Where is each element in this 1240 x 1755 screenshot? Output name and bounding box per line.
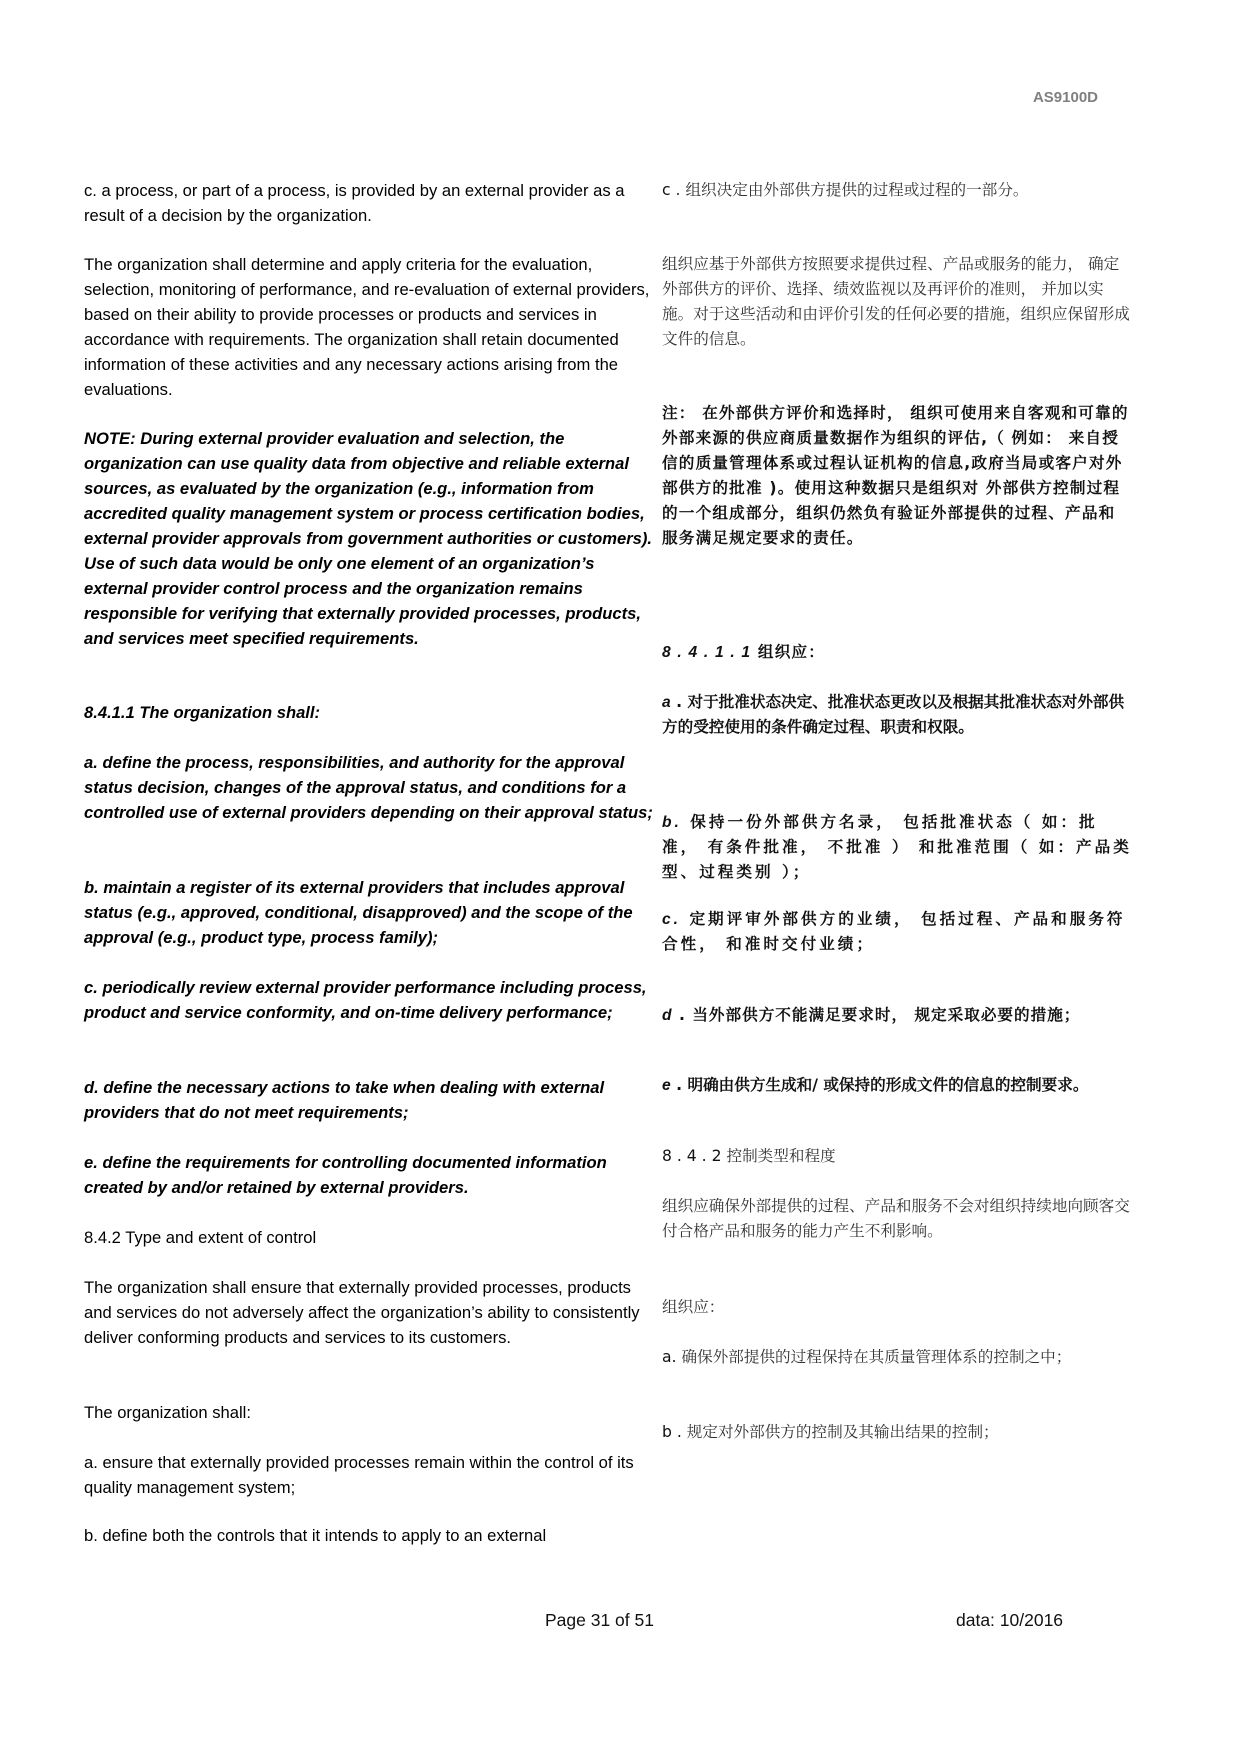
en-clause-8411-item-e: e. define the requirements for controlling documented information created by and/or retained by external providers. <box>84 1153 607 1197</box>
en-clause-842-paragraph: The organization shall ensure that externally provided processes, products and services do not adversely affect the organization’s ability to consistently deliver conforming products and services to its customers. <box>84 1278 640 1347</box>
zh-clause-8411-number: 8 . 4 . 1 . 1 <box>662 644 752 661</box>
zh-842-item-b-text: 规定对外部供方的控制及其输出结果的控制； <box>681 1423 999 1441</box>
document-code: AS9100D <box>1032 89 1098 106</box>
zh-item-d-mark: d <box>662 1007 673 1024</box>
zh-clause-842-heading <box>662 1144 1132 1169</box>
zh-item-c-mark: c <box>662 181 671 199</box>
zh-clause-842-item-a <box>662 1345 1112 1370</box>
en-clause-842-item-a: a. ensure that externally provided processes remain within the control of its quality management system; <box>84 1453 634 1497</box>
zh-842-item-b-mark: b . <box>662 1423 682 1441</box>
zh-criteria-paragraph: 组织应基于外部供方按照要求提供过程、产品或服务的能力， 确定外部供方的评价、选择、绩效监视以及再评价的准则， 并加以实施。对于这些活动和由评价引发的任何必要的措施，组织应保留形成文件的信息。 <box>662 255 1130 348</box>
en-note: NOTE: During external provider evaluation and selection, the organization can use quality data from objective and reliable external sources, as evaluated by the organization (e.g., information from accredited quality management system or process certification bodies, external provider approvals from government authorities or customers). Use of such data would be only one element of an organization’s external provider control process and the organization remains responsible for verifying that externally provided processes, products, and services meet specified requirements. <box>84 429 653 648</box>
en-clause-8411-item-a: a. define the process, responsibilities, and authority for the approval status decision, changes of the approval status, and conditions for a controlled use of external providers depending on their approval status; <box>84 753 653 822</box>
en-clause-8411-item-c: c. periodically review external provider performance including process, product and service conformity, and on-time delivery performance; <box>84 978 647 1022</box>
zh-clause-842-paragraph: 组织应确保外部提供的过程、产品和服务不会对组织持续地向顾客交付合格产品和服务的能力产生不利影响。 <box>662 1197 1130 1240</box>
zh-item-d-text: . 当外部供方不能满足要求时， 规定采取必要的措施； <box>672 1006 1081 1024</box>
zh-item-c-text: . 组织决定由外部供方提供的过程或过程的一部分。 <box>670 181 1029 199</box>
zh-clause-8411-item-a <box>662 690 1132 740</box>
en-clause-8411-item-b: b. maintain a register of its external providers that includes approval status (e.g., approved, conditional, disapproved) and the scope of the approval (e.g., product type, process family); <box>84 878 633 947</box>
zh-item-e-text: . 明确由供方生成和/ 或保持的形成文件的信息的控制要求。 <box>670 1076 1089 1094</box>
en-clause-842-item-b: b. define both the controls that it intends to apply to an external <box>84 1526 547 1545</box>
en-clause-842-heading: 8.4.2 Type and extent of control <box>84 1228 317 1247</box>
en-item-c-intro: c. a process, or part of a process, is provided by an external provider as a result of a decision by the organization. <box>84 181 625 225</box>
zh-842-item-a-mark: a. <box>662 1348 677 1366</box>
en-clause-842-shall: The organization shall: <box>84 1403 251 1422</box>
zh-clause-8411-item-d <box>662 1003 1132 1028</box>
zh-clause-8411-title: 组织应： <box>751 643 826 661</box>
en-criteria-paragraph: The organization shall determine and apply criteria for the evaluation, selection, monitoring of performance, and re-evaluation of external providers, based on their ability to provide processes or products and services in accordance with requirements. The organization shall retain documented information of these activities and any necessary actions arising from the evaluations. <box>84 255 650 399</box>
zh-item-a-mark: a <box>662 694 671 711</box>
zh-clause-842-item-b <box>662 1420 1132 1445</box>
zh-clause-8411-item-e <box>662 1073 1132 1098</box>
page-number: Page 31 of 51 <box>545 1610 654 1630</box>
zh-clause-8411-item-c <box>662 907 1132 957</box>
en-clause-8411-heading: 8.4.1.1 The organization shall: <box>84 703 321 722</box>
zh-item-c2-text: 定期评审外部供方的业绩， 包括过程、产品和服务符合性， 和准时交付业绩； <box>662 910 1126 953</box>
zh-item-b-text: 保持一份外部供方名录， 包括批准状态（ 如：批准， 有条件批准， 不批准 ） 和批准范围（ 如：产品类型、过程类别 ）； <box>662 813 1132 881</box>
zh-item-c2-mark: c. <box>662 911 682 928</box>
zh-clause-8411-item-b <box>662 810 1132 885</box>
document-date: data: 10/2016 <box>956 1610 1064 1630</box>
zh-item-a-text: . 对于批准状态决定、批准状态更改以及根据其批准状态对外部供方的受控使用的条件确定过程、职责和权限。 <box>662 693 1125 736</box>
zh-item-c-intro <box>662 178 1052 203</box>
zh-item-e-mark: e <box>662 1077 671 1094</box>
zh-note: 注： 在外部供方评价和选择时， 组织可使用来自客观和可靠的外部来源的供应商质量数据作为组织的评估,（ 例如： 来自授信的质量管理体系或过程认证机构的信息,政府当局或客户对外部供方的批准 )。使用这种数据只是组织对 外部供方控制过程的一个组成部分，组织仍然负有验证外部提供的过程、产品和服务满足规定要求的责任。 <box>662 404 1129 547</box>
zh-clause-842-shall: 组织应： <box>662 1298 725 1316</box>
zh-item-b-mark: b. <box>662 814 682 831</box>
zh-clause-842-title: 控制类型和程度 <box>721 1147 836 1165</box>
zh-842-item-a-text: 确保外部提供的过程保持在其质量管理体系的控制之中； <box>676 1348 1072 1366</box>
en-clause-8411-item-d: d. define the necessary actions to take when dealing with external providers that do not meet requirements; <box>84 1078 605 1122</box>
zh-clause-8411-heading <box>662 640 1132 665</box>
zh-clause-842-number: 8 . 4 . 2 <box>662 1147 722 1165</box>
